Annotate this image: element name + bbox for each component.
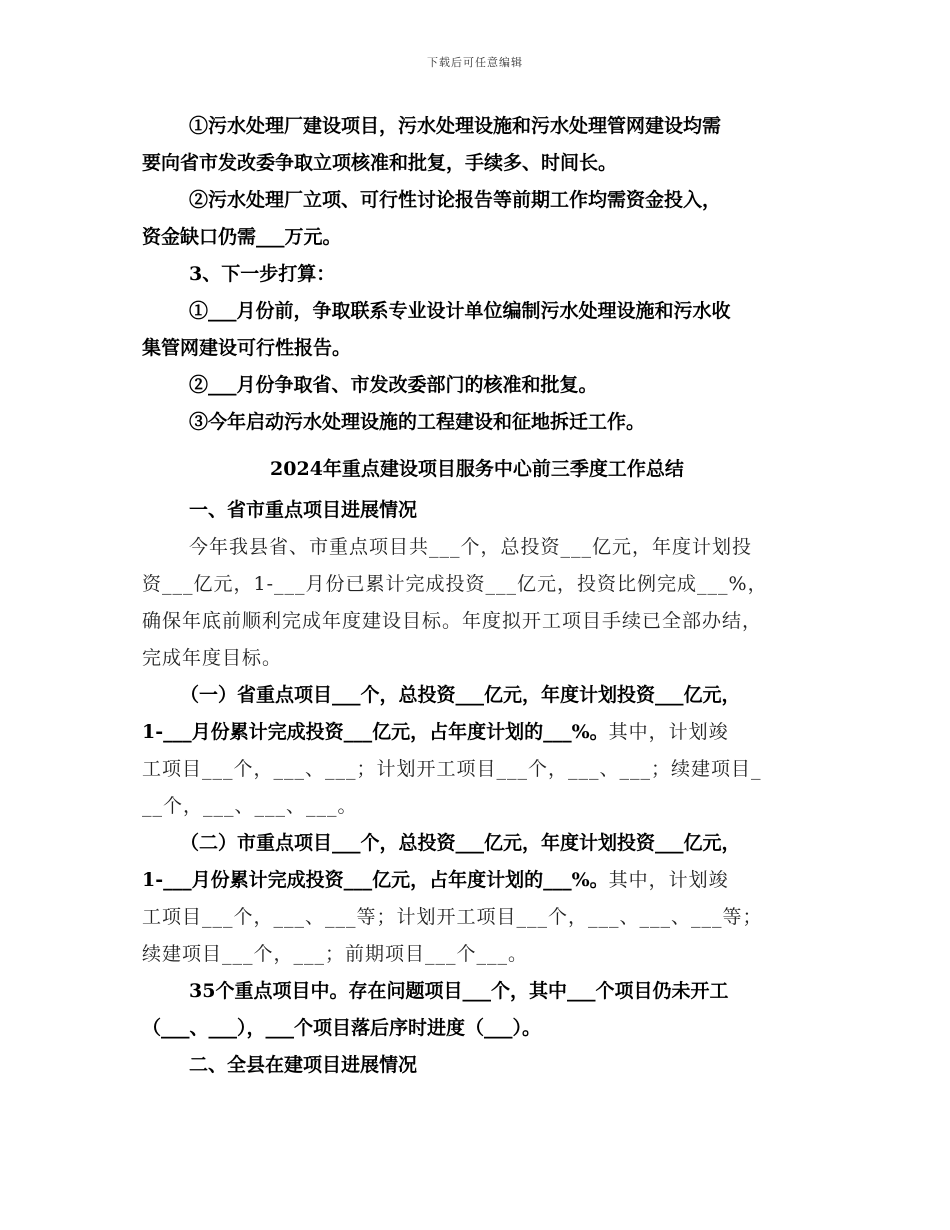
text-line: （二）市重点项目___个，总投资___亿元，年度计划投资___亿元， [180, 832, 741, 854]
text-line: __个，___、___、___。 [142, 795, 358, 817]
page-header: 下载后可任意编辑 [427, 56, 523, 69]
text-line: ②___月份争取省、市发改委部门的核准和批复。 [189, 374, 598, 396]
text-line: ②污水处理厂立项、可行性讨论报告等前期工作均需资金投入， [189, 189, 722, 211]
document-title: 2024年重点建设项目服务中心前三季度工作总结 [270, 458, 684, 480]
text-line: 集管网建设可行性报告。 [142, 337, 352, 359]
text-line: 续建项目___个，___；前期项目___个___。 [142, 943, 529, 965]
text-line [142, 862, 812, 899]
section-heading: 二、全县在建项目进展情况 [189, 1054, 418, 1076]
text-line: 资金缺口仍需___万元。 [142, 226, 342, 248]
text-line: （___、___），___个项目落后序时进度（___）。 [142, 1017, 542, 1039]
text-line: 3、下一步打算： [189, 263, 336, 285]
text-span-bold: 1-___月份累计完成投资___亿元，占年度计划的___%。 [142, 869, 609, 891]
text-span-bold: 1-___月份累计完成投资___亿元，占年度计划的___%。 [142, 721, 609, 743]
text-line: 35个重点项目中。存在问题项目___个，其中___个项目仍未开工 [189, 980, 729, 1002]
text-line: 工项目___个，___、___等；计划开工项目___个，___、___、___等； [142, 906, 763, 928]
text-span: 其中，计划竣 [608, 721, 729, 743]
text-line: 确保年底前顺利完成年度建设目标。年度拟开工项目手续已全部办结， [142, 610, 763, 632]
text-line: 工项目___个，___、___；计划开工项目___个，___、___；续建项目_ [142, 758, 762, 780]
text-line: （一）省重点项目___个，总投资___亿元，年度计划投资___亿元， [180, 684, 741, 706]
text-line: ①___月份前，争取联系专业设计单位编制污水处理设施和污水收 [189, 300, 731, 322]
document-body [142, 108, 812, 1084]
text-line [142, 714, 812, 751]
text-line: 资___亿元，1-___月份已累计完成投资___亿元，投资比例完成___%， [142, 573, 768, 595]
section-heading: 一、省市重点项目进展情况 [189, 499, 418, 521]
text-line: 完成年度目标。 [142, 647, 283, 669]
text-line: 要向省市发改委争取立项核准和批复，手续多、时间长。 [142, 152, 618, 174]
text-line: 今年我县省、市重点项目共___个，总投资___亿元，年度计划投 [189, 536, 753, 558]
text-line: ①污水处理厂建设项目，污水处理设施和污水处理管网建设均需 [189, 115, 722, 137]
text-line: ③今年启动污水处理设施的工程建设和征地拆迁工作。 [189, 411, 646, 433]
text-span: 其中，计划竣 [608, 869, 729, 891]
